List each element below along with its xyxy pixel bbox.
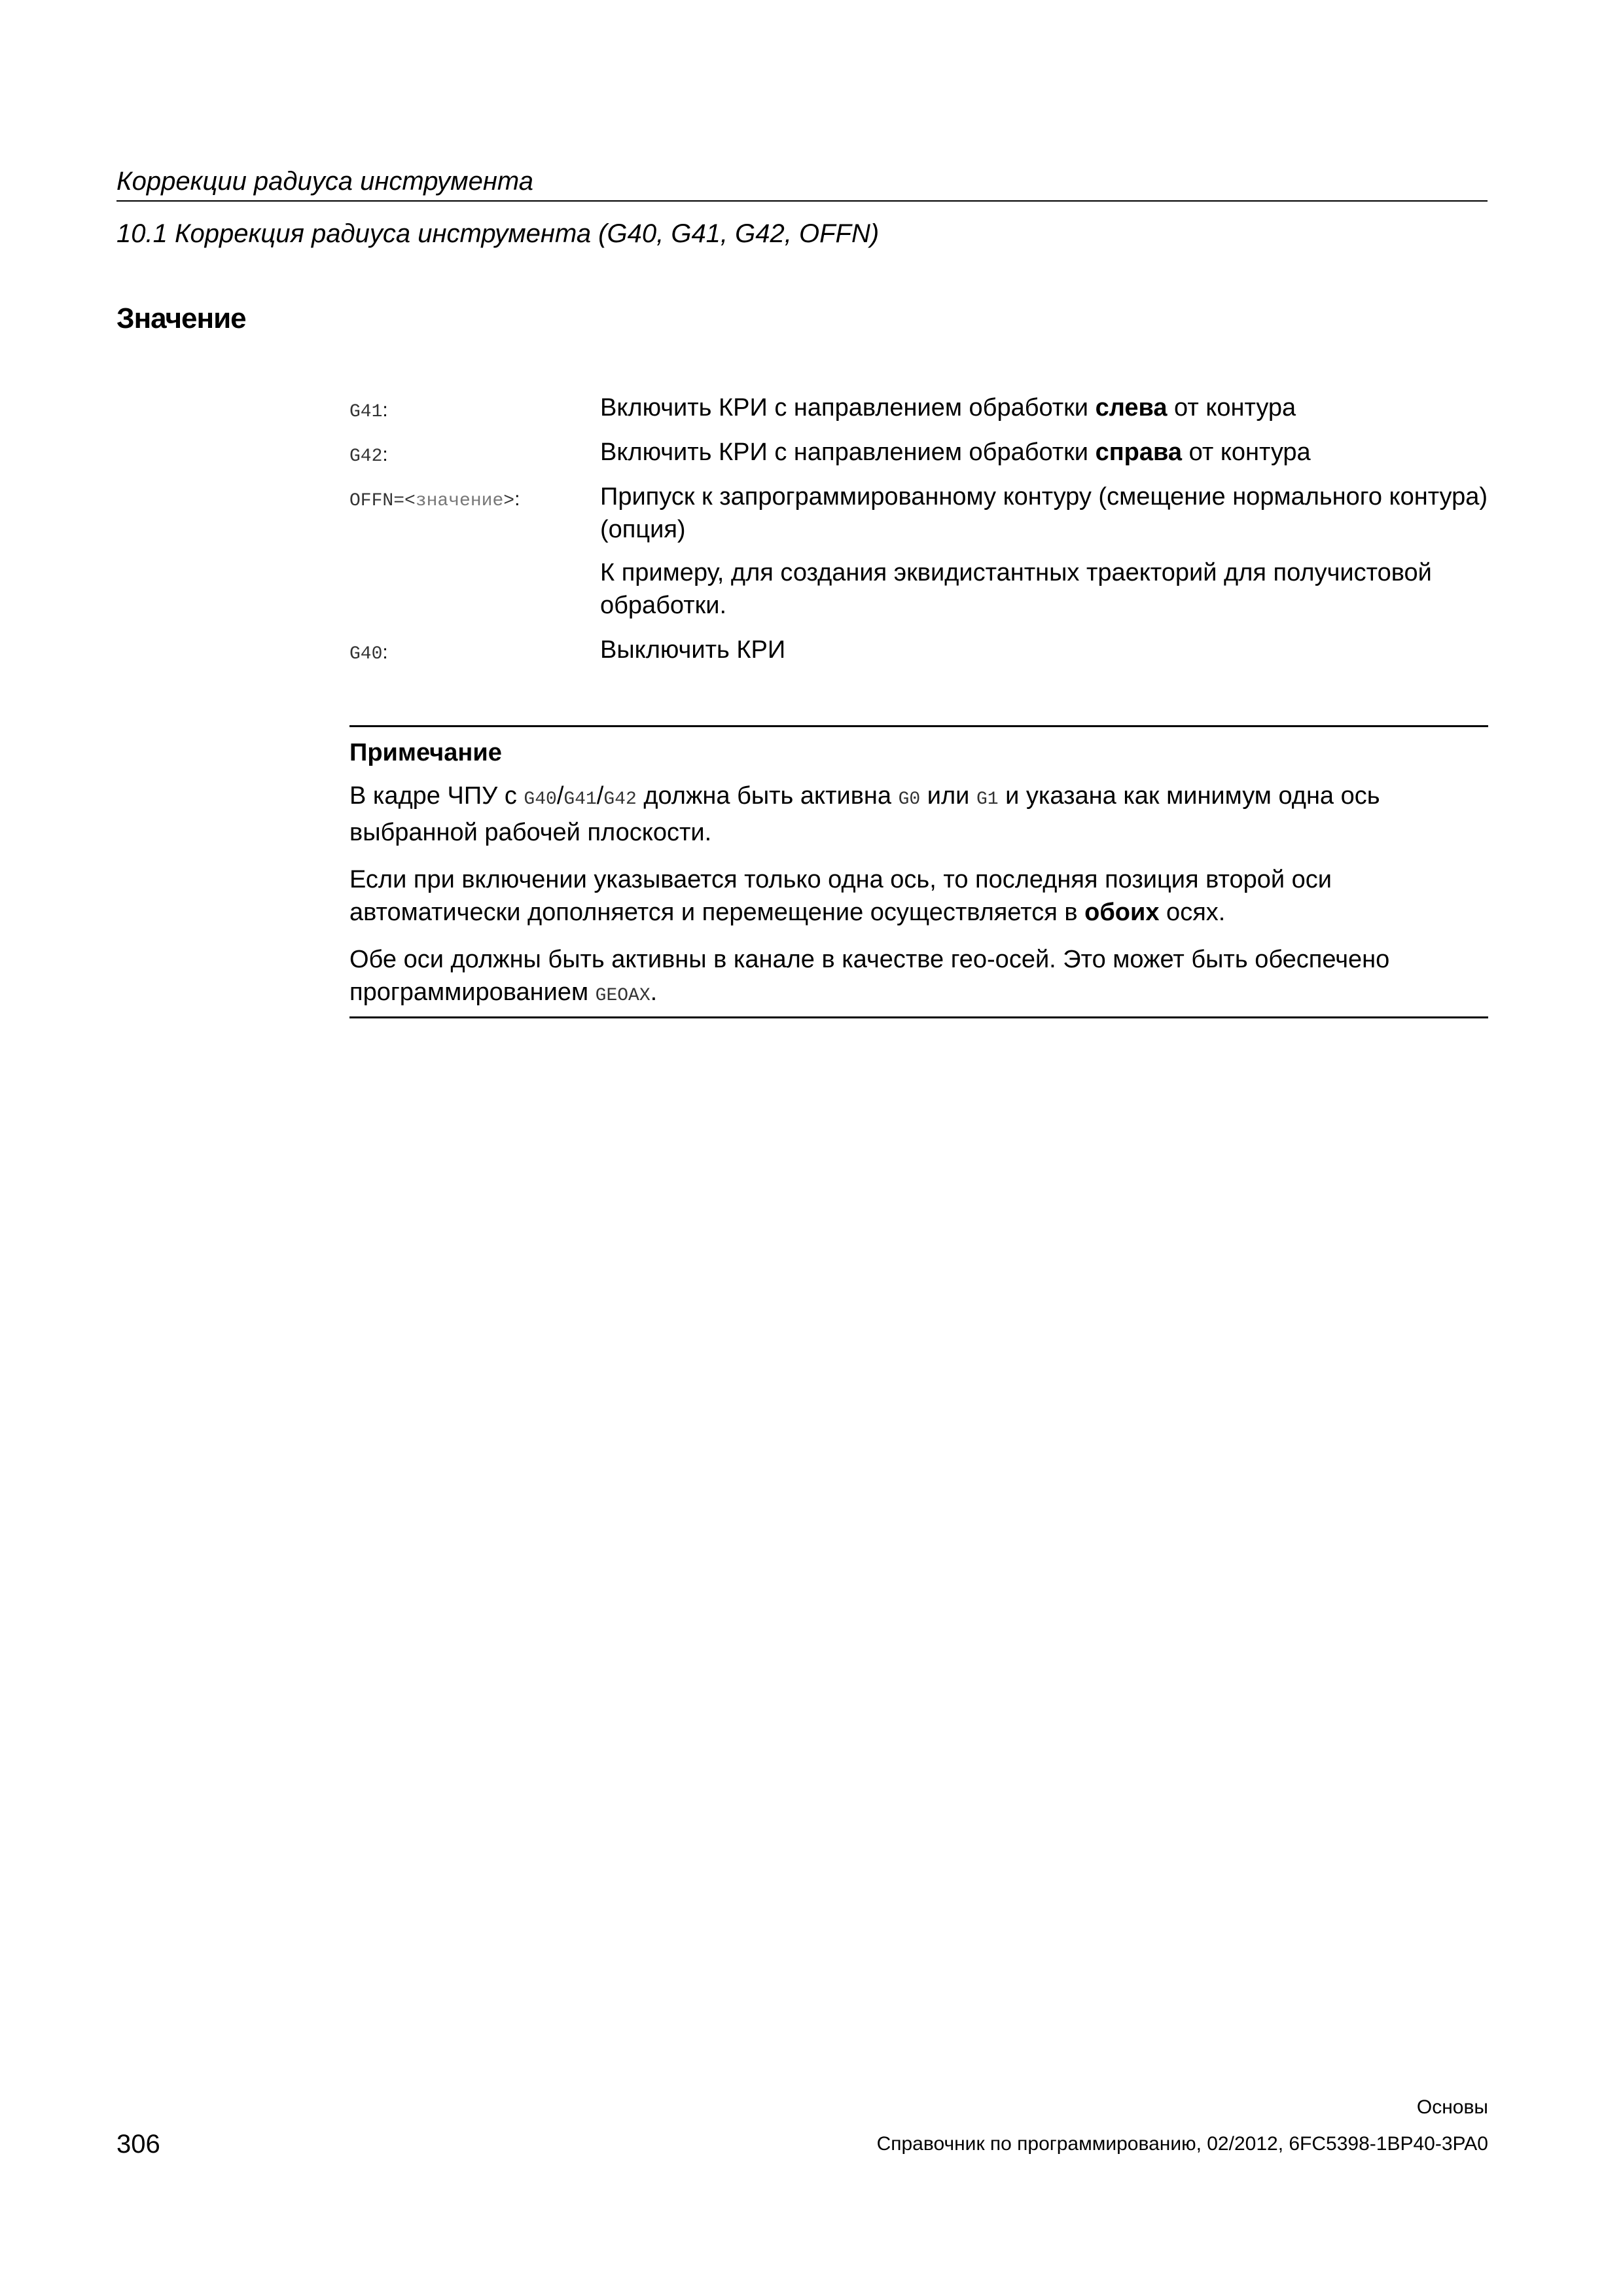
term-colon: : xyxy=(382,641,388,663)
inline-code: G1 xyxy=(976,789,999,810)
definition-term xyxy=(349,480,600,512)
description-text: Выключить КРИ xyxy=(600,636,786,664)
note-title: Примечание xyxy=(349,739,502,766)
page-heading: Значение xyxy=(116,302,246,334)
code-term: G42 xyxy=(349,446,383,467)
footer-book: Основы xyxy=(1416,2096,1488,2118)
description-bold: справа xyxy=(1095,439,1183,466)
inline-code: GEOAX xyxy=(595,986,651,1006)
term-colon: : xyxy=(514,488,520,510)
running-header xyxy=(116,165,1488,250)
inline-code: G0 xyxy=(898,789,921,810)
description-part: от контура xyxy=(1167,394,1296,422)
definition-description xyxy=(600,391,1488,424)
inline-code: G42 xyxy=(603,789,637,810)
note-text: / xyxy=(556,782,564,810)
description-extra: К примеру, для создания эквидистантных траекторий для получистовой обработки. xyxy=(600,559,1432,619)
note-box xyxy=(349,725,1488,1018)
note-text: и указана как минимум одна ось выбранной рабочей плоскости. xyxy=(349,782,1380,846)
note-paragraph-2 xyxy=(349,863,1488,929)
page-number: 306 xyxy=(116,2130,160,2159)
definition-term xyxy=(349,391,600,423)
note-paragraph-1 xyxy=(349,780,1488,849)
note-text: В кадре ЧПУ с xyxy=(349,782,524,810)
note-text: Обе оси должны быть активны в канале в качестве гео-осей. Это может быть обеспечено программированием xyxy=(349,946,1390,1006)
note-text: . xyxy=(650,978,658,1006)
note-text: Если при включении указывается только одна ось, то последняя позиция второй оси автоматически дополняется и перемещение осуществляется в xyxy=(349,866,1332,926)
description-part: Включить КРИ с направлением обработки xyxy=(600,439,1096,466)
definition-description xyxy=(600,634,1488,666)
definition-term xyxy=(349,634,600,666)
description-bold: слева xyxy=(1095,394,1168,422)
note-paragraph-3 xyxy=(349,943,1488,1013)
footer-reference xyxy=(877,2089,1488,2162)
footer-reference-line: Справочник по программированию, 02/2012, 6FC5398-1BP40-3PA0 xyxy=(876,2133,1488,2155)
inline-code: G40 xyxy=(524,789,557,810)
section-title: 10.1 Коррекция радиуса инструмента (G40, G41, G42, OFFN) xyxy=(116,219,880,248)
code-term: G40 xyxy=(349,644,383,664)
note-text: осях. xyxy=(1159,899,1226,926)
definition-row-offn xyxy=(349,480,1488,622)
definition-term xyxy=(349,436,600,468)
code-term-param: значение xyxy=(415,491,504,511)
definition-row-g41 xyxy=(349,391,1488,424)
definition-description xyxy=(600,480,1488,622)
code-term xyxy=(349,491,514,511)
description-part: Включить КРИ с направлением обработки xyxy=(600,394,1096,422)
code-term: G41 xyxy=(349,402,383,422)
definition-row-g42 xyxy=(349,436,1488,469)
note-text: или xyxy=(920,782,976,810)
chapter-title: Коррекции радиуса инструмента xyxy=(116,165,1488,202)
term-colon: : xyxy=(382,399,388,421)
code-term-prefix: OFFN=< xyxy=(349,491,416,511)
description-text xyxy=(600,436,1488,469)
code-term-suffix: > xyxy=(503,491,515,511)
definition-list xyxy=(349,391,1488,678)
description-text: Припуск к запрограммированному контуру (смещение нормального контура) (опция) xyxy=(600,483,1488,543)
note-text: / xyxy=(596,782,604,810)
inline-code: G41 xyxy=(563,789,597,810)
definition-description xyxy=(600,436,1488,469)
note-bold: обоих xyxy=(1084,899,1160,926)
description-part: от контура xyxy=(1182,439,1311,466)
term-colon: : xyxy=(382,444,388,465)
definition-row-g40 xyxy=(349,634,1488,666)
note-text: должна быть активна xyxy=(636,782,899,810)
description-text xyxy=(600,391,1488,424)
